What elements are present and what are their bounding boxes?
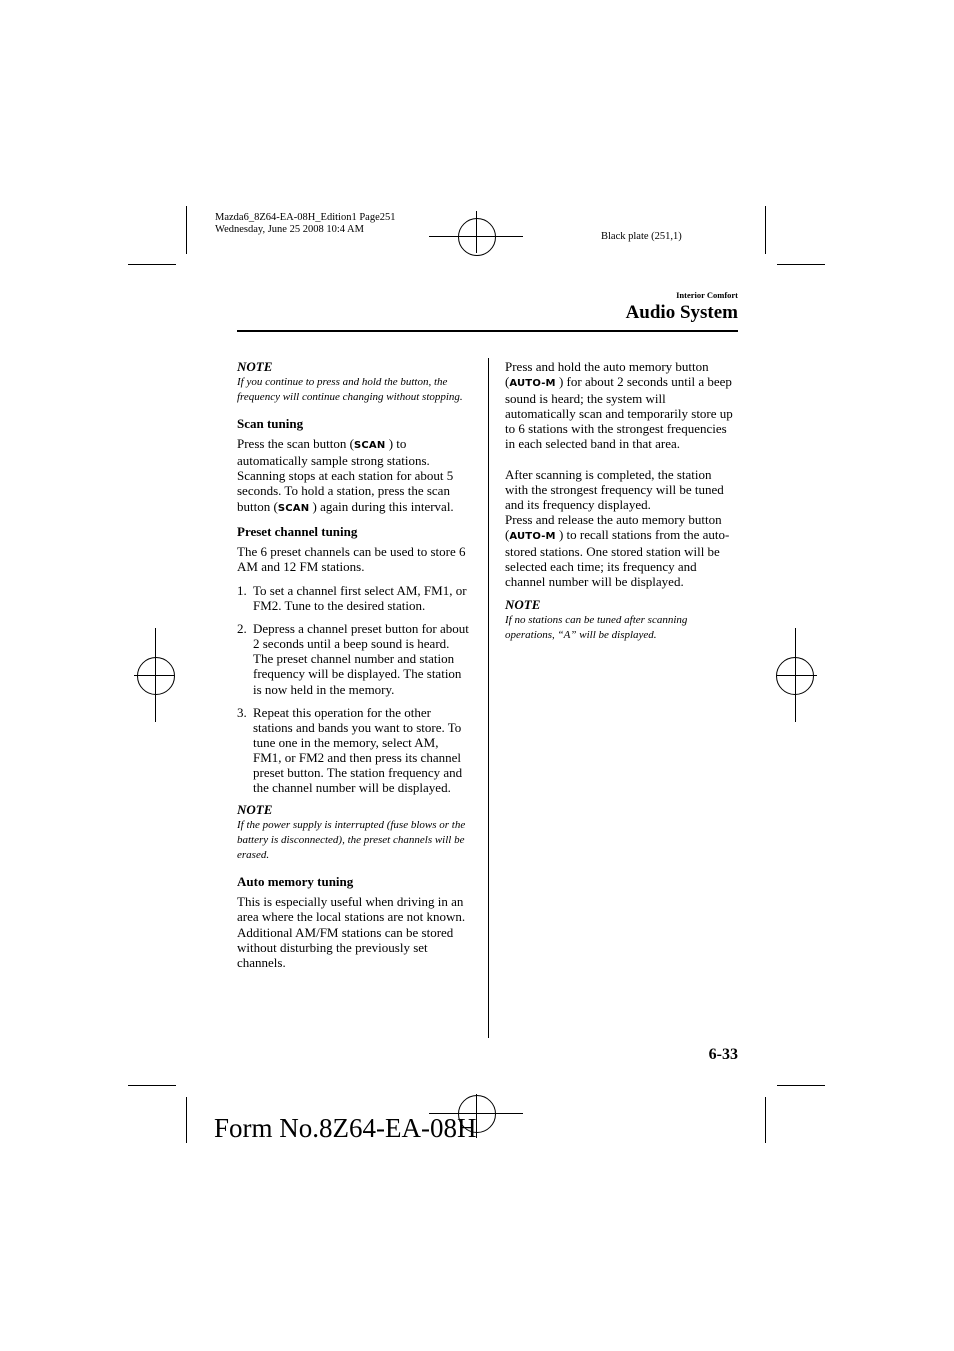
- scan-tuning-heading: Scan tuning: [237, 416, 304, 432]
- note-heading: NOTE: [505, 597, 541, 613]
- section-label: Interior Comfort: [676, 290, 738, 300]
- auto-memory-press-hold: Press and hold the auto memory button (AUTO-M ) for about 2 seconds until a beep sound is heard; the system will automatically scan and temporarily store up to 6 stations with the strongest frequencies in each selected band in that area.: [505, 359, 733, 452]
- page-number: 6-33: [708, 1046, 738, 1063]
- right-column: [505, 359, 737, 643]
- preset-intro: The 6 preset channels can be used to store 6 AM and 12 FM stations.: [237, 543, 466, 574]
- print-info-line2: Wednesday, June 25 2008 10:4 AM: [215, 224, 364, 235]
- auto-m-button-icon: AUTO-M: [509, 378, 556, 390]
- page-title: Audio System: [625, 302, 738, 323]
- note-text: If you continue to press and hold the button, the frequency will continue changing without stopping.: [237, 376, 463, 404]
- preset-steps: [237, 583, 469, 795]
- scan-tuning-text: Press the scan button (SCAN ) to automatically sample strong stations. Scanning stops at each station for about 5 seconds. To hold a station, press the scan button (SCAN ) again during this interval.: [237, 436, 454, 514]
- scan-button-icon: SCAN: [277, 502, 310, 514]
- note-text: If no stations can be tuned after scanning operations, “A” will be displayed.: [505, 614, 688, 642]
- auto-memory-heading: Auto memory tuning: [237, 874, 354, 890]
- note-heading: NOTE: [237, 359, 273, 374]
- scan-button-icon: SCAN: [353, 440, 386, 452]
- note-heading: NOTE: [237, 802, 273, 818]
- auto-memory-recall: Press and release the auto memory button (AUTO-M ) to recall stations from the auto-stored stations. One stored station will be selected each time; its frequency and channel number will be displayed.: [505, 511, 730, 590]
- list-item: 1. To set a channel first select AM, FM1, or FM2. Tune to the desired station.: [237, 582, 467, 614]
- preset-tuning-heading: Preset channel tuning: [237, 523, 358, 539]
- print-info-line1: Mazda6_8Z64-EA-08H_Edition1 Page251: [215, 212, 396, 223]
- note-text: If the power supply is interrupted (fuse blows or the battery is disconnected), the preset channels will be erased.: [237, 819, 466, 862]
- list-item: 3. Repeat this operation for the other stations and bands you want to store. To tune one in the memory, select AM, FM1, or FM2 and then press its channel preset button. The station frequency and the channel number will be displayed.: [237, 704, 463, 796]
- form-number: Form No.8Z64-EA-08H: [214, 1113, 477, 1143]
- auto-m-button-icon: AUTO-M: [509, 530, 556, 542]
- left-column: [237, 359, 469, 970]
- header-rule: [237, 330, 738, 332]
- print-info: [215, 212, 396, 236]
- column-divider: [488, 358, 489, 1038]
- auto-memory-text: This is especially useful when driving in an area where the local stations are not known. Additional AM/FM stations can be stored without disturbing the previously set channels.: [237, 894, 466, 970]
- plate-info: Black plate (251,1): [601, 231, 682, 242]
- after-scanning-text: After scanning is completed, the station with the strongest frequency will be tuned and its frequency displayed.: [505, 466, 724, 512]
- list-item: 2. Depress a channel preset button for about 2 seconds until a beep sound is heard. The preset channel number and station frequency will be displayed. The station is now held in the memory.: [237, 621, 469, 697]
